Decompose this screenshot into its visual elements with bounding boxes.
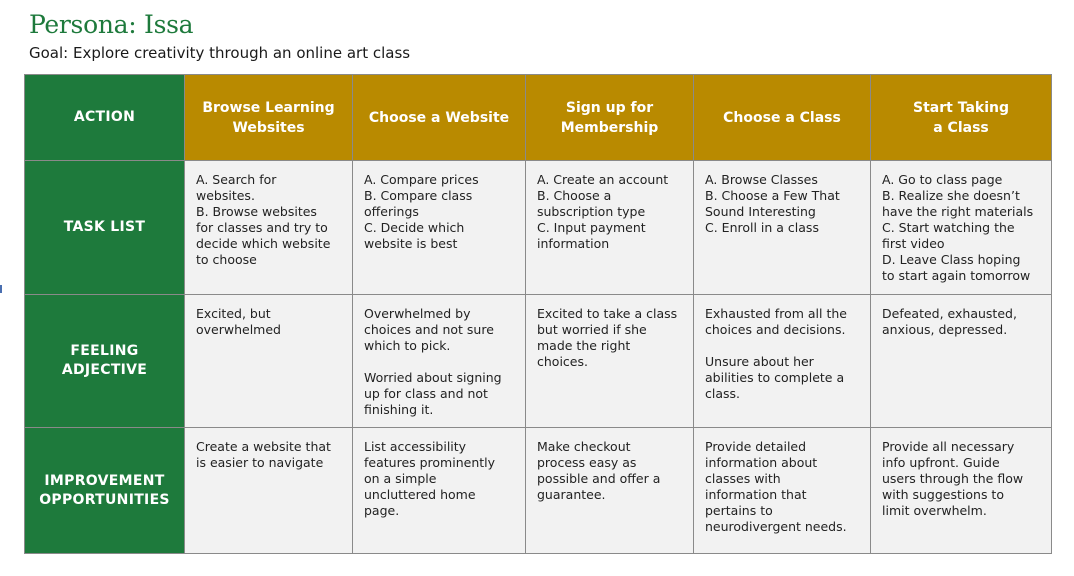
cell-text-line: subscription type — [537, 204, 646, 219]
row-header-line: ADJECTIVE — [61, 362, 148, 378]
cell-text-line: choices and not sure — [364, 322, 494, 337]
cell-text-line: finishing it. — [364, 402, 434, 417]
cell-text-line: class. — [705, 386, 741, 401]
cell-text-line: offerings — [364, 204, 419, 219]
stage-header — [694, 75, 871, 161]
cell-text-line: List accessibility — [364, 439, 467, 454]
cell-text-line: Excited to take a class — [537, 306, 678, 321]
cell-text-line: to start again tomorrow — [882, 268, 1031, 283]
table-cell — [694, 295, 871, 428]
table-cell — [353, 295, 526, 428]
cell-text-line: Unsure about her — [705, 354, 814, 369]
action-label: ACTION — [73, 109, 136, 125]
stage-header-line: Membership — [560, 119, 659, 136]
cell-text-line: features prominently — [364, 455, 496, 470]
cell-text-line: have the right materials — [882, 204, 1034, 219]
header-row — [25, 75, 1052, 161]
cell-text-line: is easier to navigate — [196, 455, 324, 470]
cell-text-line: information that — [705, 487, 807, 502]
stage-header — [526, 75, 694, 161]
table-cell — [694, 428, 871, 554]
cell-text-line: Provide detailed — [705, 439, 807, 454]
cell-text-line: Overwhelmed by — [364, 306, 471, 321]
table-cell — [871, 161, 1052, 295]
table-row — [25, 428, 1052, 554]
cell-text-line: Excited, but — [196, 306, 271, 321]
cell-text-line: made the right — [537, 338, 631, 353]
cell-text-line: B. Realize she doesn’t — [882, 188, 1020, 203]
cell-text-line: Provide all necessary — [882, 439, 1015, 454]
cell-text-line: first video — [882, 236, 945, 251]
table-cell — [185, 428, 353, 554]
paragraph-gap — [364, 354, 517, 370]
cell-text-line: B. Choose a — [537, 188, 612, 203]
cell-text-line: guarantee. — [537, 487, 606, 502]
cell-text-line: B. Compare class — [364, 188, 473, 203]
cell-text-line: Exhausted from all the — [705, 306, 847, 321]
table-cell — [353, 428, 526, 554]
stage-header-line: Browse Learning — [202, 99, 335, 116]
cell-text-line: process easy as — [537, 455, 637, 470]
table-cell — [694, 161, 871, 295]
paragraph-gap — [705, 338, 862, 354]
action-header — [25, 75, 185, 161]
stage-header — [353, 75, 526, 161]
table-row — [25, 161, 1052, 295]
cell-text-line: Defeated, exhausted, — [882, 306, 1017, 321]
cell-text-line: pertains to — [705, 503, 773, 518]
cell-text-line: info upfront. Guide — [882, 455, 1000, 470]
stage-header — [871, 75, 1052, 161]
cell-text-line: on a simple — [364, 471, 437, 486]
cell-text-line: A. Browse Classes — [705, 172, 818, 187]
cell-text-line: information about — [705, 455, 818, 470]
stage-header-line: Choose a Website — [368, 109, 510, 126]
table-cell — [185, 295, 353, 428]
table-cell — [526, 295, 694, 428]
row-header — [25, 295, 185, 428]
cell-text-line: Create a website that — [196, 439, 331, 454]
table-cell — [871, 428, 1052, 554]
cell-text-line: abilities to complete a — [705, 370, 845, 385]
journey-map-table — [24, 74, 1052, 554]
edge-marker — [0, 285, 2, 293]
stage-header-line: Choose a Class — [723, 109, 841, 126]
row-header-line: OPPORTUNITIES — [39, 491, 170, 508]
row-header — [25, 428, 185, 554]
cell-text-line: which to pick. — [364, 338, 451, 353]
cell-text-line: Make checkout — [537, 439, 631, 454]
goal-text: Goal: Explore creativity through an online art class — [29, 44, 411, 62]
table-cell — [871, 295, 1052, 428]
cell-text-line: for classes and try to — [196, 220, 328, 235]
cell-text-line: C. Input payment — [537, 220, 646, 235]
cell-text-line: but worried if she — [537, 322, 647, 337]
row-header-line: TASK LIST — [63, 219, 146, 235]
stage-header — [185, 75, 353, 161]
cell-text-line: C. Decide which — [364, 220, 465, 235]
cell-text-line: limit overwhelm. — [882, 503, 987, 518]
stage-header-line: Start Taking — [913, 99, 1009, 116]
cell-text-line: possible and offer a — [537, 471, 661, 486]
stage-header-line: Sign up for — [565, 99, 654, 116]
cell-text-line: websites. — [196, 188, 255, 203]
cell-text-line: up for class and not — [364, 386, 488, 401]
table-cell — [526, 161, 694, 295]
stage-header-line: a Class — [933, 119, 989, 136]
table-row — [25, 295, 1052, 428]
table-cell — [526, 428, 694, 554]
table-cell — [353, 161, 526, 295]
cell-text-line: website is best — [364, 236, 458, 251]
cell-text-line: with suggestions to — [882, 487, 1004, 502]
cell-text-line: A. Go to class page — [882, 172, 1003, 187]
cell-text-line: B. Choose a Few That — [705, 188, 840, 203]
table-cell — [185, 161, 353, 295]
cell-text-line: choices and decisions. — [705, 322, 846, 337]
cell-text-line: choices. — [537, 354, 588, 369]
cell-text-line: Sound Interesting — [705, 204, 816, 219]
cell-text-line: C. Start watching the — [882, 220, 1015, 235]
cell-text-line: classes with — [705, 471, 781, 486]
cell-text-line: to choose — [196, 252, 257, 267]
row-header-line: FEELING — [70, 343, 139, 359]
cell-text-line: uncluttered home — [364, 487, 476, 502]
cell-text-line: A. Compare prices — [364, 172, 479, 187]
cell-text-line: neurodivergent needs. — [705, 519, 847, 534]
cell-text-line: users through the flow — [882, 471, 1024, 486]
page-title: Persona: Issa — [29, 10, 194, 39]
cell-text-line: anxious, depressed. — [882, 322, 1008, 337]
cell-text-line: A. Search for — [196, 172, 277, 187]
cell-text-line: A. Create an account — [537, 172, 669, 187]
cell-text-line: D. Leave Class hoping — [882, 252, 1021, 267]
cell-text-line: Worried about signing — [364, 370, 502, 385]
row-header — [25, 161, 185, 295]
row-header-line: IMPROVEMENT — [44, 472, 165, 489]
cell-text-line: overwhelmed — [196, 322, 281, 337]
cell-text-line: page. — [364, 503, 400, 518]
cell-text-line: decide which website — [196, 236, 331, 251]
cell-text-line: information — [537, 236, 610, 251]
cell-text-line: C. Enroll in a class — [705, 220, 819, 235]
cell-text-line: B. Browse websites — [196, 204, 317, 219]
stage-header-line: Websites — [232, 119, 305, 136]
